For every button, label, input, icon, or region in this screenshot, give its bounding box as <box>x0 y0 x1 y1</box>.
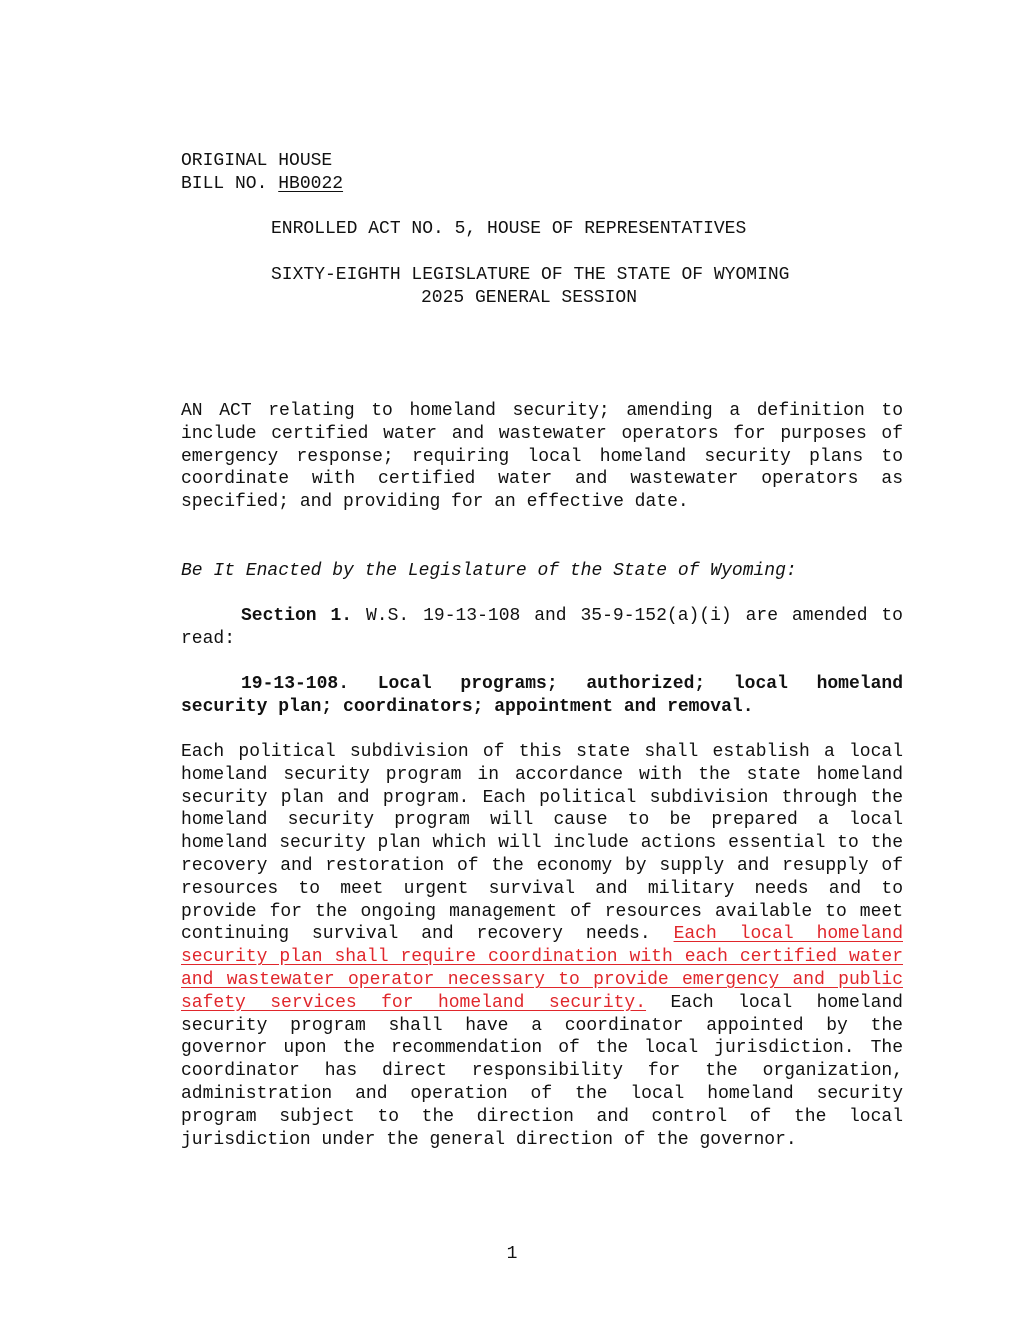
act-summary: AN ACT relating to homeland security; amending a definition to include certified water and wastewater operators for purposes of emergency response; requiring local homeland security plans to coordinate with certified water and wastewater operators as specified; and providing for an effective date. <box>181 401 903 513</box>
bill-no-label: BILL NO. <box>181 174 268 194</box>
original-house-label: ORIGINAL HOUSE <box>181 151 333 171</box>
section-1-text: W.S. 19-13-108 and 35-9-152(a)(i) are amended to read: <box>181 606 903 649</box>
section-1-paragraph <box>181 605 903 651</box>
bill-number <box>181 173 343 196</box>
legislature-title: SIXTY-EIGHTH LEGISLATURE OF THE STATE OF WYOMING <box>271 265 790 285</box>
page-number: 1 <box>506 1244 518 1264</box>
session-title: 2025 GENERAL SESSION <box>421 288 638 308</box>
statute-body <box>181 741 903 1151</box>
section-1-label: Section 1. <box>241 606 353 626</box>
statute-heading: 19-13-108. Local programs; authorized; local homeland security plan; coordinators; appointment and removal. <box>181 674 903 717</box>
bill-no-value: HB0022 <box>278 174 344 194</box>
inserted-amendment-text: Each local homeland security plan shall require coordination with each certified water and wastewater operator necessary to provide emergency and public safety services for homeland security. <box>181 924 903 1013</box>
enrolled-act-title: ENROLLED ACT NO. 5, HOUSE OF REPRESENTATIVES <box>271 219 747 239</box>
statute-body-before: Each political subdivision of this state shall establish a local homeland security program in accordance with the state homeland security plan and program. Each political subdivision through the homeland security program will cause to be prepared a local homeland security plan which will include actions essential to the recovery and restoration of the economy by supply and resupply of resources to meet urgent survival and military needs and to provide for the ongoing management of resources available to meet continuing survival and recovery needs. <box>181 742 903 945</box>
enacting-clause: Be It Enacted by the Legislature of the State of Wyoming: <box>181 561 797 581</box>
statute-body-after: Each local homeland security program shall have a coordinator appointed by the governor upon the recommendation of the local jurisdiction. The coordinator has direct responsibility for the organization, administration and operation of the local homeland security program subject to the direction and control of the local jurisdiction under the general direction of the governor. <box>181 992 903 1150</box>
